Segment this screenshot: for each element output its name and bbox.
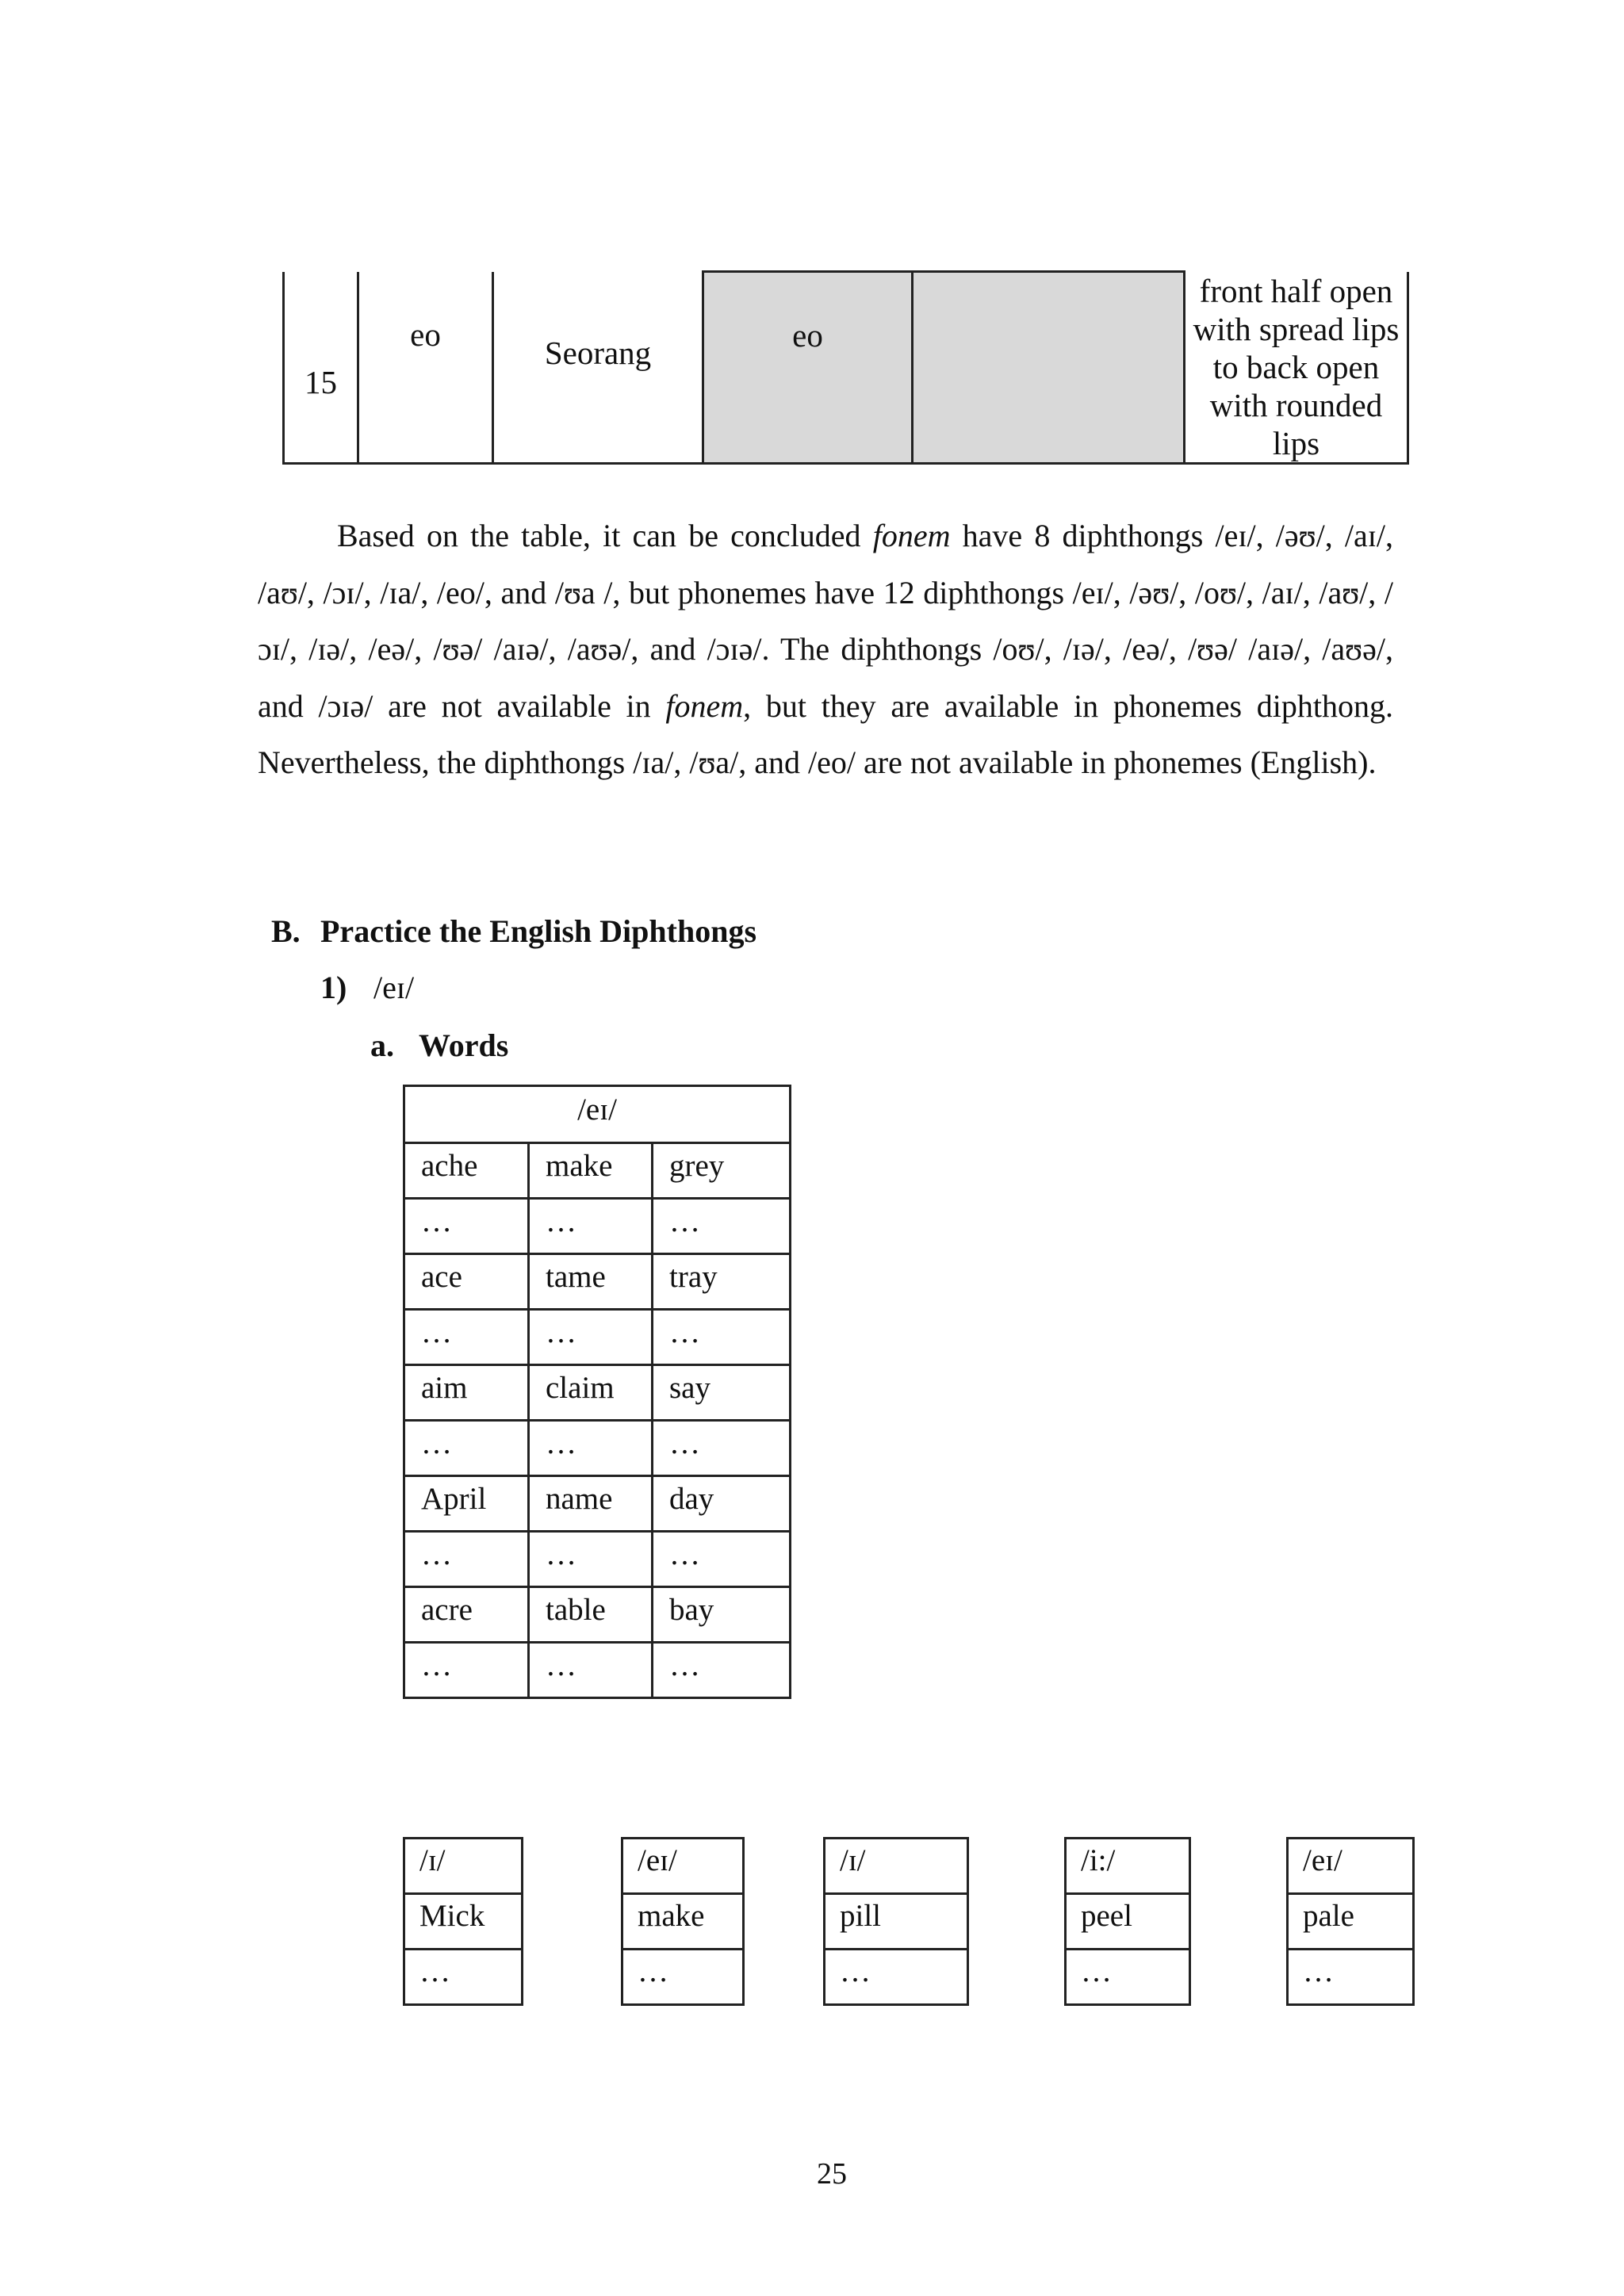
paragraph-text: , but they are available in phonemes diphthong. Nevertheless, the diphthongs /ɪa/, /ʊa/, and /eo/ are not available in phonemes (English). [258,687,1393,780]
table-cell: bay [653,1587,791,1643]
empty-cell [913,272,1185,464]
table-row [825,1894,968,1950]
description-cell: front half open with spread lips to back open with rounded lips [1185,272,1408,464]
table-cell: … [404,1643,529,1698]
table-cell: /ɪ/ [404,1839,523,1894]
compare-table-1 [403,1837,523,2006]
sub-heading: Words [419,1027,509,1063]
table-cell: tame [529,1254,653,1310]
table-cell: … [653,1310,791,1365]
table-cell: ace [404,1254,529,1310]
table-row [404,1310,791,1365]
table-cell: … [1288,1950,1414,2005]
table-cell: … [653,1199,791,1254]
phoneme-cell: eo [703,272,913,464]
table-row [404,1421,791,1476]
table-row [404,1476,791,1532]
table-cell: … [653,1532,791,1587]
table-cell: name [529,1476,653,1532]
page-number: 25 [817,2157,847,2191]
fonem-cell: eo [358,272,493,464]
table-row [1288,1839,1414,1894]
item-label: /eɪ/ [373,970,415,1005]
table-row [404,1894,523,1950]
table-row [404,1839,523,1894]
table-cell: acre [404,1587,529,1643]
item-marker: 1) [320,970,347,1005]
table-cell: … [404,1950,523,2005]
table-row [1288,1894,1414,1950]
section-marker: B. [271,913,301,949]
paragraph-italic: fonem [872,518,951,553]
sub-marker: a. [370,1027,394,1063]
table-cell: … [1066,1950,1190,2005]
table-row [622,1894,744,1950]
table-cell: … [825,1950,968,2005]
table-cell: … [404,1310,529,1365]
table-cell: /ɪ/ [825,1839,968,1894]
table-cell: pale [1288,1894,1414,1950]
table-cell: … [404,1532,529,1587]
table-header-row [404,1086,791,1143]
table-row [404,1950,523,2005]
table-cell: … [529,1310,653,1365]
table-cell: … [529,1532,653,1587]
table-cell: … [404,1421,529,1476]
table-cell: claim [529,1365,653,1421]
table-row [404,1532,791,1587]
table-cell: make [622,1894,744,1950]
table-cell: … [529,1199,653,1254]
table-cell: April [404,1476,529,1532]
example-word-cell: Seorang [493,272,703,464]
table-cell: pill [825,1894,968,1950]
table-row [284,272,1408,464]
table-cell: tray [653,1254,791,1310]
table-row [825,1950,968,2005]
table-cell: day [653,1476,791,1532]
table-cell: … [404,1199,529,1254]
table-row [404,1143,791,1199]
paragraph-italic: fonem [665,687,744,724]
table-cell: /eɪ/ [1288,1839,1414,1894]
table-cell: table [529,1587,653,1643]
table-row [404,1643,791,1698]
table-cell: peel [1066,1894,1190,1950]
table-row [1066,1839,1190,1894]
conclusion-paragraph [258,507,1393,791]
table-row [404,1587,791,1643]
table-row [1288,1950,1414,2005]
table-cell: … [622,1950,744,2005]
table-cell: Mick [404,1894,523,1950]
table-cell: … [653,1421,791,1476]
table-row [1066,1894,1190,1950]
words-table [403,1085,791,1699]
table-row [1066,1950,1190,2005]
compare-table-2 [621,1837,745,2006]
table-row [404,1254,791,1310]
table-cell: make [529,1143,653,1199]
table-cell: grey [653,1143,791,1199]
table-cell: … [529,1421,653,1476]
continuation-table [282,270,1409,465]
table-row [622,1839,744,1894]
table-row [404,1199,791,1254]
table-cell: /i:/ [1066,1839,1190,1894]
table-row [404,1365,791,1421]
compare-table-4 [1064,1837,1191,2006]
table-cell: … [653,1643,791,1698]
table-cell: say [653,1365,791,1421]
compare-table-5 [1286,1837,1415,2006]
table-cell: ache [404,1143,529,1199]
table-cell: … [529,1643,653,1698]
compare-table-3 [823,1837,969,2006]
table-cell: aim [404,1365,529,1421]
table-row [622,1950,744,2005]
paragraph-text: Based on the table, it can be concluded [337,518,873,553]
table-cell: /eɪ/ [622,1839,744,1894]
table-header: /eɪ/ [404,1086,791,1143]
section-heading: Practice the English Diphthongs [320,913,757,949]
table-row [825,1839,968,1894]
paragraph-text: have 8 diphthongs /eɪ/, /əʊ/, /aɪ/, /aʊ/, /ɔɪ/, /ɪa/, /eo/, and /ʊa /, but phonemes have 12 diphthongs /eɪ/, /əʊ/, /oʊ/, /aɪ/, /aʊ/, /ɔɪ/, /ɪə/, /eə/, /ʊə/ /aɪə/, /aʊə/, and /ɔɪə/. The diphthongs /oʊ/, /ɪə/, /eə/, /ʊə/ /aɪə/, /aʊə/, and /ɔɪə/ are not available in [258,518,1394,724]
row-number: 15 [284,272,358,464]
